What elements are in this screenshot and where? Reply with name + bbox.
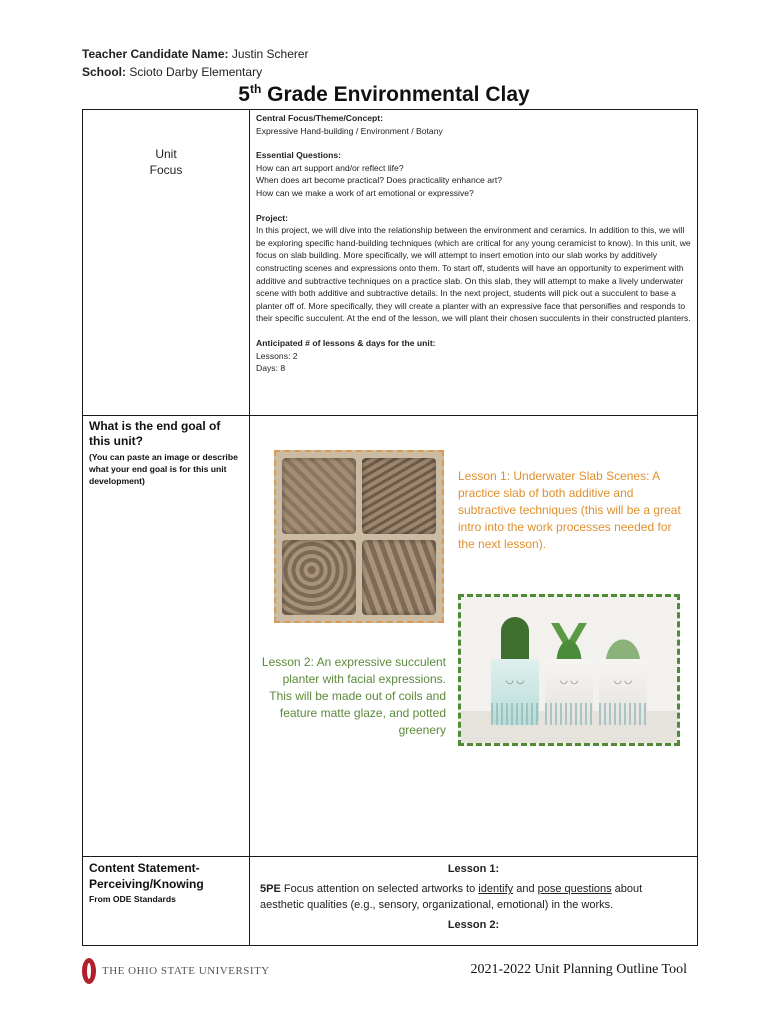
content-statement-content-cell bbox=[250, 857, 698, 946]
candidate-name: Justin Scherer bbox=[231, 47, 309, 61]
end-goal-content-cell bbox=[250, 416, 698, 857]
clay-tile bbox=[282, 458, 356, 534]
unit-focus-label-2: Focus bbox=[149, 163, 183, 177]
unit-focus-label-cell bbox=[83, 110, 250, 416]
days-count: Days: 8 bbox=[256, 363, 286, 374]
page-title: 5th Grade Environmental Clay bbox=[238, 82, 530, 106]
succulent-plant bbox=[547, 623, 591, 663]
essential-question: When does art become practical? Does practicality enhance art? bbox=[256, 175, 503, 186]
unit-planning-table bbox=[82, 109, 698, 946]
essential-question: How can art support and/or reflect life? bbox=[256, 162, 404, 173]
essential-question: How can we make a work of art emotional or expressive? bbox=[256, 187, 474, 198]
osu-logo bbox=[82, 958, 270, 984]
clay-tile bbox=[362, 540, 436, 616]
project-description: In this project, we will dive into the relationship between the environment and ceramics. In addition to this, we will be exploring specific hand-building techniques (which are critical for any young ceramicist to know). In this unit, we focus on slab building. More specifically, we will attempt to insert emotion into our slab works by additively constructing scenes and expressions onto them. To start off, students will have an opportunity to experiment with additive and subtractive techniques on a practice slab. On this slab, they will attempt to make a lively underwater scene with both additive and subtractive details. In the next project, students will pick out a succulent to base a planter off of. More specifically, they will create a planter with an expressive face that personifies and responds to their specific succulent. At the end of the lesson, we will plant their chosen succulents in their constructed planters. bbox=[256, 225, 691, 324]
planter-pot: ◡ ◡ bbox=[599, 659, 647, 725]
central-focus-heading: Central Focus/Theme/Concept: bbox=[256, 113, 384, 123]
block-o-icon bbox=[82, 958, 96, 984]
content-statement-label-cell bbox=[83, 857, 250, 946]
unit-focus-content-cell bbox=[250, 110, 698, 416]
clay-tile bbox=[282, 540, 356, 616]
end-goal-label-cell bbox=[83, 416, 250, 857]
university-name: THE OHIO STATE UNIVERSITY bbox=[102, 965, 270, 977]
standard-code: 5PE bbox=[260, 883, 281, 895]
tool-name: 2021-2022 Unit Planning Outline Tool bbox=[470, 962, 687, 977]
lesson2-heading: Lesson 2: bbox=[447, 919, 500, 931]
clay-tile bbox=[362, 458, 436, 534]
project-heading: Project: bbox=[256, 212, 288, 223]
planter-pot: ◡ ◡ bbox=[545, 659, 593, 725]
succulent-planters-image bbox=[458, 594, 680, 746]
lesson1-description: Lesson 1: Underwater Slab Scenes: A practice slab of both additive and subtractive techniques (this will be a great intro into the work processes needed for the next lesson). bbox=[458, 469, 681, 551]
essential-questions-heading: Essential Questions: bbox=[256, 150, 342, 161]
standard-statement: 5PE Focus attention on selected artworks to identify and pose questions about aesthetic qualities (e.g., sensory, organizational, emotional) in the works. bbox=[260, 883, 643, 911]
planter-pot: ◡ ◡ bbox=[491, 659, 539, 725]
teacher-candidate-line bbox=[82, 47, 309, 61]
candidate-label: Teacher Candidate Name: bbox=[82, 47, 229, 61]
end-goal-row bbox=[83, 416, 698, 857]
central-focus-value: Expressive Hand-building / Environment / Botany bbox=[256, 125, 443, 136]
school-label: School: bbox=[82, 65, 126, 79]
clay-slab-tiles-image bbox=[274, 450, 444, 623]
lessons-count: Lessons: 2 bbox=[256, 350, 298, 361]
content-statement-label: Content Statement- Perceiving/Knowing bbox=[89, 861, 204, 891]
school-line bbox=[82, 65, 262, 79]
end-goal-question: What is the end goal of this unit? bbox=[89, 419, 221, 448]
unit-focus-row bbox=[83, 110, 698, 416]
end-goal-instructions: (You can paste an image or describe what your end goal is for this unit development) bbox=[89, 452, 238, 486]
unit-focus-label: Unit bbox=[155, 147, 177, 161]
anticipated-heading: Anticipated # of lessons & days for the unit: bbox=[256, 337, 436, 348]
lesson1-heading: Lesson 1: bbox=[447, 863, 500, 875]
content-statement-row bbox=[83, 857, 698, 946]
content-statement-sublabel: From ODE Standards bbox=[89, 894, 176, 904]
cactus-plant bbox=[501, 617, 529, 663]
lesson2-description: Lesson 2: An expressive succulent planter with facial expressions. This will be made out of coils and feature matte glaze, and potted greenery bbox=[261, 655, 446, 737]
school-name: Scioto Darby Elementary bbox=[129, 65, 263, 79]
